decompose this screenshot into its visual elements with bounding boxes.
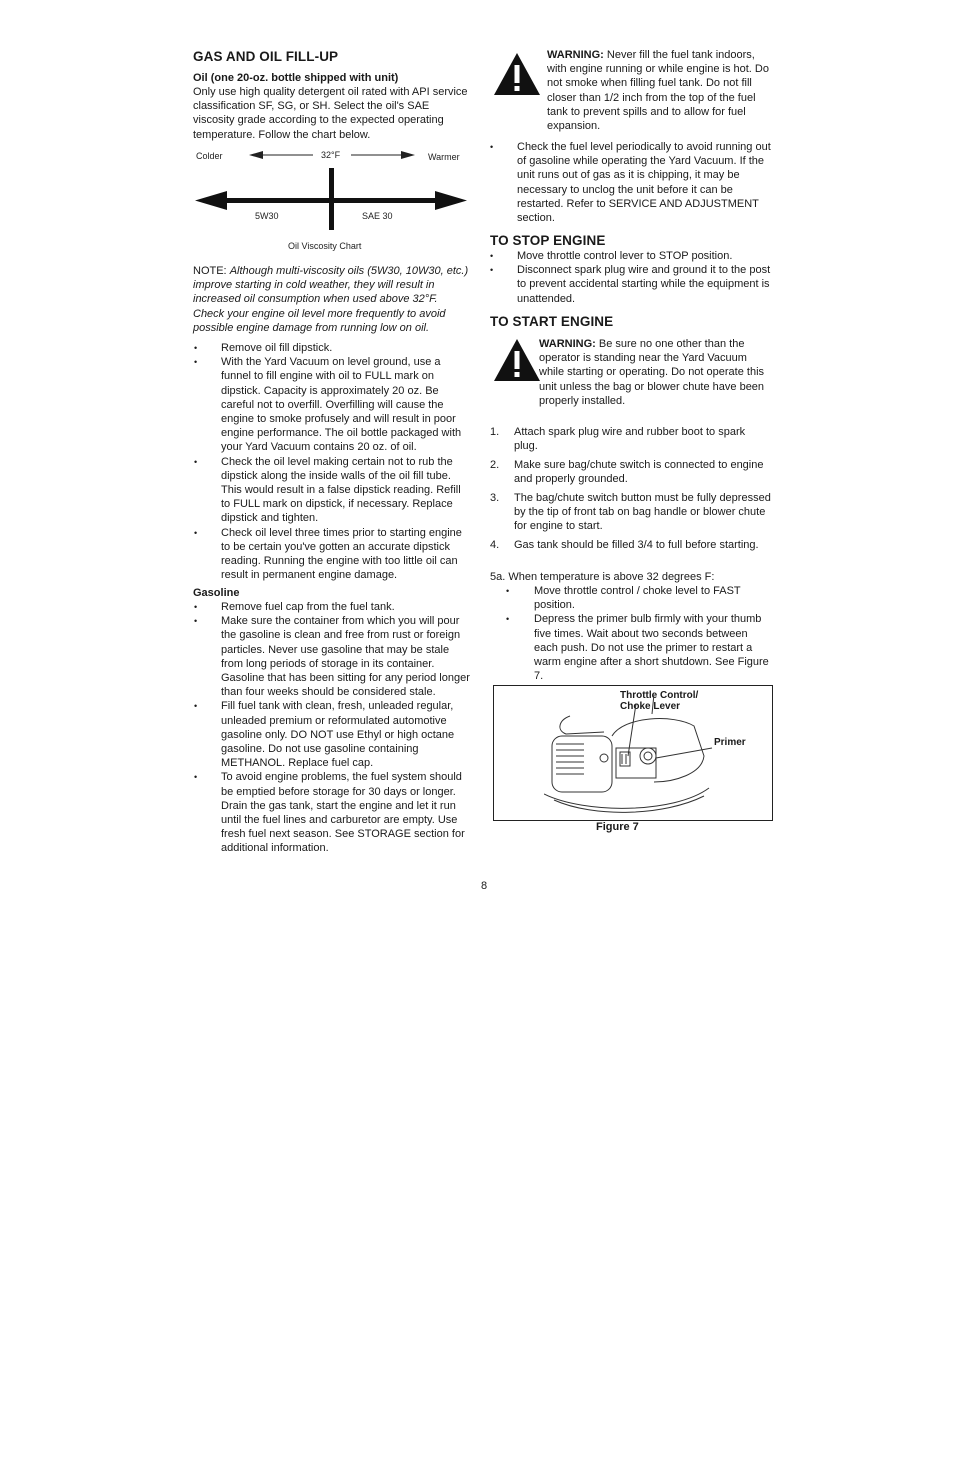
fuel-check-list: [490, 140, 772, 225]
oil-bullet-list: [194, 341, 470, 582]
list-item: 4. Gas tank should be filled 3/4 to full before starting.: [490, 538, 759, 551]
list-item: • With the Yard Vacuum on level ground, use a funnel to fill engine with oil to FULL mark on dipstick. Capacity is approximately 20 oz. Be careful not to overfill. Overfilling will cause the engine to smoke profusely and will result in poor engine performance. The oil bottle packaged with your Yard Vacuum contains 20 oz. of oil.: [194, 355, 470, 454]
chart-colder-label: Colder: [196, 151, 223, 161]
list-item: • Make sure the container from which you will pour the gasoline is clean and free from rust or foreign particles. Never use gasoline that may be stale from long periods of storage in its container. Gasoline that has been sitting for any period longer than four weeks should be considered stale.: [194, 614, 470, 699]
list-item: • To avoid engine problems, the fuel system should be emptied before storage for 30 days or longer. Drain the gas tank, start the engine and let it run until the fuel lines and carburetor are empty. Use fresh fuel next season. See STORAGE section for additional information.: [194, 770, 470, 855]
figure-label-throttle: Throttle Control/ Choke Lever: [620, 690, 699, 712]
engine-illustration: [544, 696, 724, 816]
stop-engine-list: [490, 249, 772, 306]
step-5a-list: [506, 584, 772, 683]
list-item: • Depress the primer bulb firmly with your thumb five times. Wait about two seconds between each push. Do not use the primer to restart a warm engine after a short shutdown. See Figure 7.: [506, 612, 772, 683]
warning-label: WARNING:: [539, 338, 596, 350]
gas-oil-title: GAS AND OIL FILL-UP: [193, 49, 339, 64]
list-item: • Fill fuel tank with clean, fresh, unleaded regular, unleaded premium or reformulated automotive gasoline only. DO NOT use Ethyl or high octane gasoline. Do not use gasoline containing METHANOL. Replace fuel cap.: [194, 699, 470, 770]
step-5a: 5a. When temperature is above 32 degrees F:: [490, 571, 715, 583]
list-item: 2. Make sure bag/chute switch is connected to engine and properly grounded.: [490, 458, 764, 486]
oil-intro: Only use high quality detergent oil rated with API service classification SF, SG, or SH. Select the oil's SAE viscosity grade according to the expected operating temperature. Follow the chart below.: [193, 86, 468, 141]
list-item: • Disconnect spark plug wire and ground it to the post to prevent accidental starting while the equipment is unattended.: [490, 263, 772, 306]
list-item: 1. Attach spark plug wire and rubber boot to spark plug.: [490, 426, 746, 453]
warning-triangle-icon: [493, 52, 541, 96]
chart-caption: Oil Viscosity Chart: [288, 241, 362, 251]
chart-5w30-label: 5W30: [255, 211, 279, 221]
chart-arrows-graphic: [193, 146, 473, 246]
note-label: NOTE:: [193, 265, 227, 277]
warning-text: Be sure no one other than the operator is standing near the Yard Vacuum while starting or operating. Do not operate this unit unless the bag or blower chute have been properly installed.: [539, 338, 765, 407]
list-item: • Remove fuel cap from the fuel tank.: [194, 600, 470, 614]
list-item: • Check the oil level making certain not to rub the dipstick along the inside walls of the oil fill tube. This would result in a false dipstick reading. Refill to FULL mark on dipstick, if necessary. Replace dipstick and tighten.: [194, 455, 470, 526]
figure-label-primer: Primer: [714, 737, 746, 748]
chart-warmer-label: Warmer: [428, 152, 460, 162]
start-engine-title: TO START ENGINE: [490, 314, 614, 329]
stop-engine-title: TO STOP ENGINE: [490, 233, 606, 248]
list-item: • Check the fuel level periodically to avoid running out of gasoline while operating the Yard Vacuum. If the unit runs out of gas as it is chipping, it may be necessary to unclog the unit before it can be restarted. Refer to SERVICE AND ADJUSTMENT section.: [490, 140, 772, 225]
chart-sae30-label: SAE 30: [362, 211, 393, 221]
warning-label: WARNING:: [547, 49, 604, 61]
start-steps-list: [490, 425, 772, 557]
list-item: • Remove oil fill dipstick.: [194, 341, 470, 355]
warning-triangle-icon: [493, 338, 541, 382]
warning-text: Never fill the fuel tank indoors, with engine running or while engine is hot. Do not smoke when filling fuel tank. Do not fill closer than 1/2 inch from the top of the fuel tank to prevent spills and to allow for fuel expansion.: [547, 49, 769, 133]
figure-7-caption: Figure 7: [596, 821, 639, 833]
list-item: • Check oil level three times prior to starting engine to be certain you've gotten an accurate dipstick reading. Running the engine with too little oil can result in permanent engine damage.: [194, 526, 470, 583]
gasoline-heading: Gasoline: [193, 587, 240, 599]
oil-heading: Oil (one 20-oz. bottle shipped with unit): [193, 72, 399, 84]
oil-note: [193, 264, 471, 335]
figure-7-box: [493, 685, 773, 821]
chart-temp-label: 32°F: [321, 150, 341, 160]
fuel-warning: [547, 48, 773, 133]
list-item: • Move throttle control lever to STOP position.: [490, 249, 772, 263]
list-item: • Move throttle control / choke level to FAST position.: [506, 584, 772, 612]
note-text: Although multi-viscosity oils (5W30, 10W30, etc.) improve starting in cold weather, they will result in increased oil consumption when used above 32°F. Check your engine oil level more frequently to avoid possible engine damage from running low on oil.: [193, 265, 469, 334]
list-item: 3. The bag/chute switch button must be fully depressed by the tip of front tab on bag handle or blower chute for engine to start.: [490, 491, 771, 533]
gas-bullet-list: [194, 600, 470, 856]
start-warning: [539, 337, 773, 408]
page-number: 8: [481, 880, 488, 892]
oil-viscosity-chart: [193, 146, 473, 256]
